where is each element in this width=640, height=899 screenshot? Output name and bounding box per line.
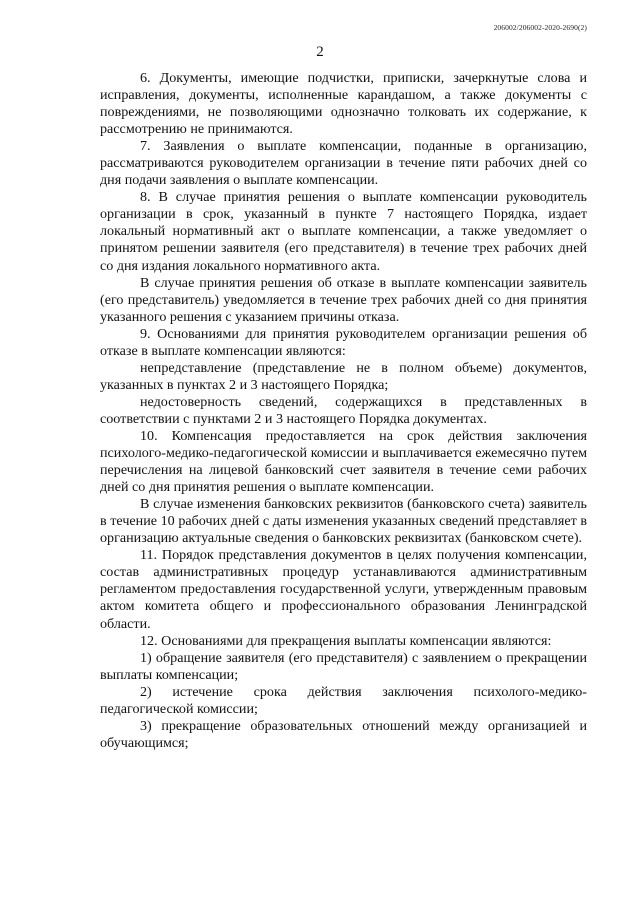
document-body xyxy=(100,70,587,752)
paragraph-12-item-2: 2) истечение срока действия заключения психолого-медико-педагогической комиссии; xyxy=(100,683,587,717)
paragraph-6: 6. Документы, имеющие подчистки, приписки, зачеркнутые слова и исправления, документы, исполненные карандашом, а также документы с повреждениями, не позволяющими однозначно толковать их содержание, к рассмотрению не принимаются. xyxy=(100,70,587,138)
page-number: 2 xyxy=(316,44,324,60)
paragraph-9: 9. Основаниями для принятия руководителем организации решения об отказе в выплате компенсации являются: xyxy=(100,325,587,359)
paragraph-10: 10. Компенсация предоставляется на срок действия заключения психолого-медико-педагогической комиссии и выплачивается ежемесячно путем перечисления на лицевой банковский счет заявителя в течение семи рабочих дней со дня принятия решения о выплате компенсации. xyxy=(100,427,587,496)
paragraph-12: 12. Основаниями для прекращения выплаты компенсации являются: xyxy=(140,632,552,649)
paragraph-9-ground-1: непредставление (представление не в полном объеме) документов, указанных в пунктах 2 и 3 настоящего Порядка; xyxy=(100,359,587,393)
paragraph-8-refusal: В случае принятия решения об отказе в выплате компенсации заявитель (его представитель) уведомляется в течение трех рабочих дней со дня принятия указанного решения с указанием причины отказа. xyxy=(100,274,587,325)
paragraph-9-ground-2: недостоверность сведений, содержащихся в представленных в соответствии с пунктами 2 и 3 настоящего Порядка документах. xyxy=(100,393,587,427)
paragraph-10-bank-change: В случае изменения банковских реквизитов (банковского счета) заявитель в течение 10 рабочих дней с даты изменения указанных сведений представляет в организацию актуальные сведения о банковских реквизитах (банковском счете). xyxy=(100,496,587,547)
document-registration-code: 206002/206002-2020-2690(2) xyxy=(493,23,587,32)
paragraph-7: 7. Заявления о выплате компенсации, поданные в организацию, рассматриваются руководителем организации в течение пяти рабочих дней со дня подачи заявления о выплате компенсации. xyxy=(100,138,587,189)
paragraph-11: 11. Порядок представления документов в целях получения компенсации, состав административных процедур устанавливаются административным регламентом предоставления государственной услуги, утвержденным правовым актом комитета общего и профессионального образования Ленинградской области. xyxy=(100,547,587,632)
paragraph-8: 8. В случае принятия решения о выплате компенсации руководитель организации в срок, указанный в пункте 7 настоящего Порядка, издает локальный нормативный акт о выплате компенсации, а также уведомляет о принятом решении заявителя (его представителя) в течение трех рабочих дней со дня издания локального нормативного акта. xyxy=(100,189,587,274)
paragraph-12-item-1: 1) обращение заявителя (его представителя) с заявлением о прекращении выплаты компенсации; xyxy=(100,649,587,683)
paragraph-12-item-3: 3) прекращение образовательных отношений между организацией и обучающимся; xyxy=(100,717,587,751)
